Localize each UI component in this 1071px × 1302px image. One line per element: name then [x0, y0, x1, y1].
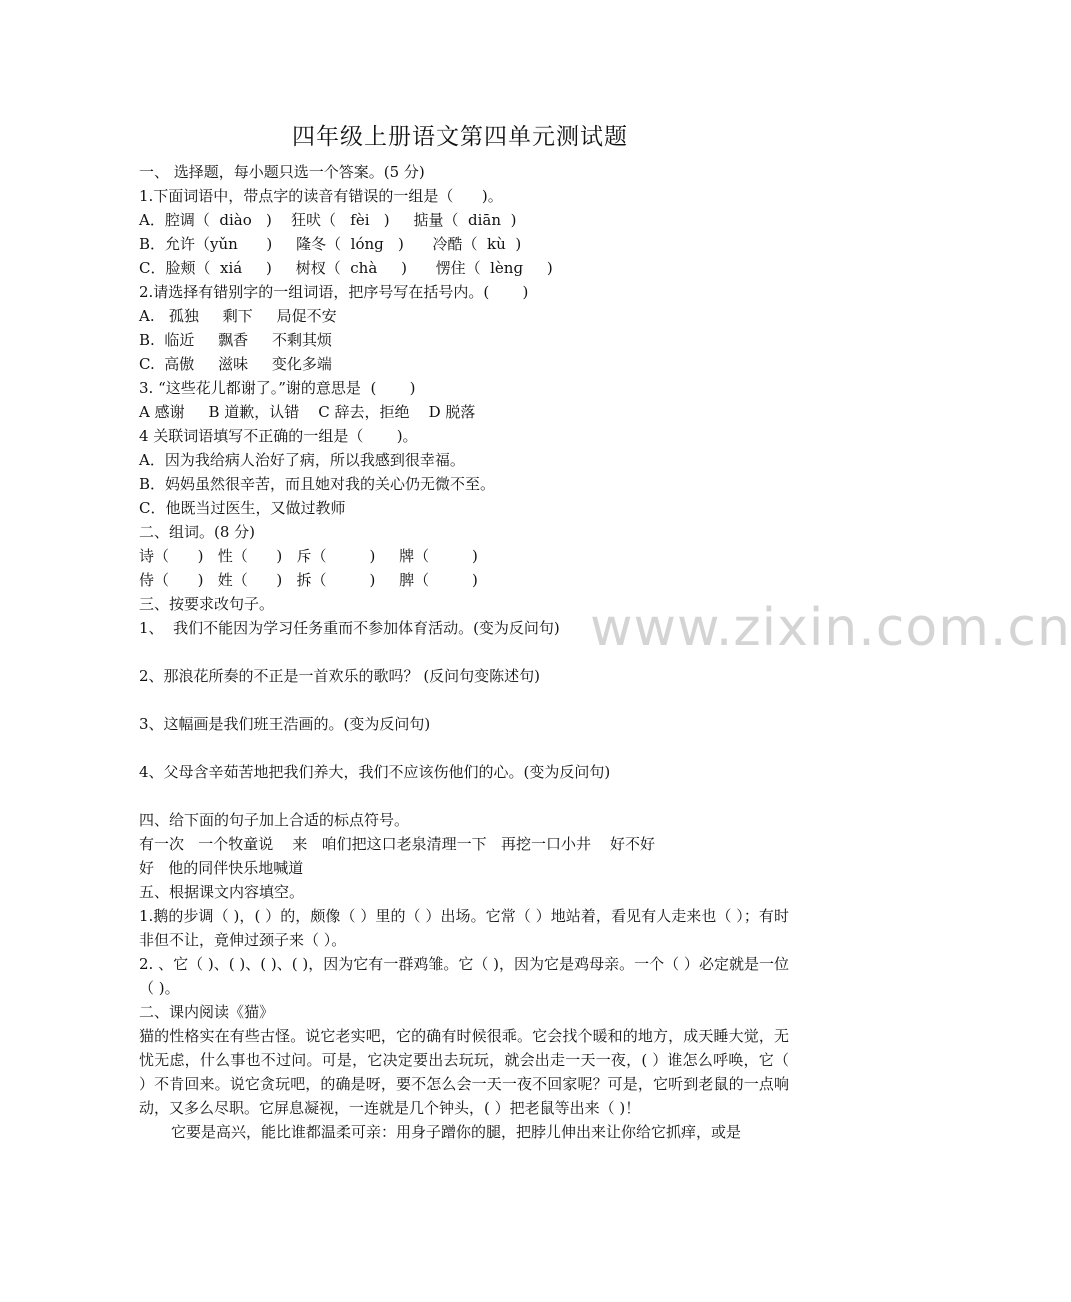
watermark: www.zixin.com.cn [590, 598, 1071, 658]
answer-space [139, 688, 789, 712]
option-line: C．他既当过医生，又做过教师 [139, 499, 346, 517]
answer-space [139, 784, 789, 808]
document-title: 四年级上册语文第四单元测试题 [292, 124, 628, 150]
reading-paragraph-2: 它要是高兴，能比谁都温柔可亲：用身子蹭你的腿，把脖儿伸出来让你给它抓痒，或是 [171, 1123, 742, 1141]
section-heading-sentences: 三、按要求改句子。 [139, 595, 275, 613]
option-line: B．妈妈虽然很辛苦，而且她对我的关心仍无微不至。 [139, 475, 496, 493]
section-heading-fill: 五、根据课文内容填空。 [139, 883, 305, 901]
question-line: 3、这幅画是我们班王浩画的。(变为反问句) [139, 715, 431, 733]
document-body [139, 160, 789, 1144]
option-line: C．脸颊（ xiá ) 树杈（ chà ) 愣住（ lènɡ ) [139, 259, 553, 277]
section-heading-punctuation: 四、给下面的句子加上合适的标点符号。 [139, 811, 410, 829]
answer-space [139, 640, 789, 664]
option-line: A．腔调（ diào ) 狂吠（ fèi ) 掂量（ diān ) [139, 211, 517, 229]
word-row: 侍（ ) 姓（ ) 拆（ ) 脾（ ) [139, 571, 478, 589]
question-line: 2、那浪花所奏的不正是一首欢乐的歌吗？ (反问句变陈述句) [139, 667, 541, 685]
question-line: 1.下面词语中，带点字的读音有错误的一组是（ )。 [139, 187, 503, 205]
question-line: 1、 我们不能因为学习任务重而不参加体育活动。(变为反问句) [139, 619, 560, 637]
question-line: 4、父母含辛茹苦地把我们养大，我们不应该伤他们的心。(变为反问句) [139, 763, 611, 781]
fill-paragraph-2: 2. 、它（ )、( )、( )、( )，因为它有一群鸡雏。它（ )，因为它是鸡母亲。一个（ ）必定就是一位（ )。 [139, 955, 789, 997]
fill-paragraph-1: 1.鹅的步调（ )，( ）的，颇像（ ）里的（ ）出场。它常（ ）地站着，看见有人走来也（ ）；有时非但不让，竟伸过颈子来（ ）。 [139, 907, 789, 949]
option-line: A．因为我给病人治好了病，所以我感到很幸福。 [139, 451, 465, 469]
section-heading-reading: 二、课内阅读《猫》 [139, 1003, 275, 1021]
section-heading-words: 二、组词。(8 分) [139, 523, 256, 541]
option-line: A 感谢 B 道歉，认错 C 辞去，拒绝 D 脱落 [139, 403, 476, 421]
question-line: 2.请选择有错别字的一组词语，把序号写在括号内。( ) [139, 283, 529, 301]
question-line: 好 他的同伴快乐地喊道 [139, 859, 304, 877]
option-line: C. 高傲 滋味 变化多端 [139, 355, 332, 373]
question-line: 4 关联词语填写不正确的一组是（ )。 [139, 427, 418, 445]
section-heading-choice: 一、 选择题，每小题只选一个答案。(5 分) [139, 163, 425, 181]
question-line: 3. “这些花儿都谢了。”谢的意思是 ( ) [139, 379, 416, 397]
answer-space [139, 736, 789, 760]
option-line: B. 临近 飘香 不剩其烦 [139, 331, 333, 349]
word-row: 诗（ ) 性（ ) 斥（ ) 牌（ ) [139, 547, 478, 565]
reading-paragraph-1: 猫的性格实在有些古怪。说它老实吧，它的确有时候很乖。它会找个暖和的地方，成天睡大觉，无忧无虑，什么事也不过问。可是，它决定要出去玩玩，就会出走一天一夜，( ）谁怎么呼唤，它（ ）不肯回来。说它贪玩吧，的确是呀，要不怎么会一天一夜不回家呢？可是，它听到老鼠的一点响动，又多么尽职。它屏息凝视，一连就是几个钟头，( ）把老鼠等出来（ )！ [139, 1027, 789, 1117]
option-line: B．允许（yǔn ) 隆冬（ lónɡ ) 冷酷（ kù ) [139, 235, 522, 253]
question-line: 有一次 一个牧童说 来 咱们把这口老泉清理一下 再挖一口小井 好不好 [139, 835, 656, 853]
option-line: A. 孤独 剩下 局促不安 [139, 307, 337, 325]
